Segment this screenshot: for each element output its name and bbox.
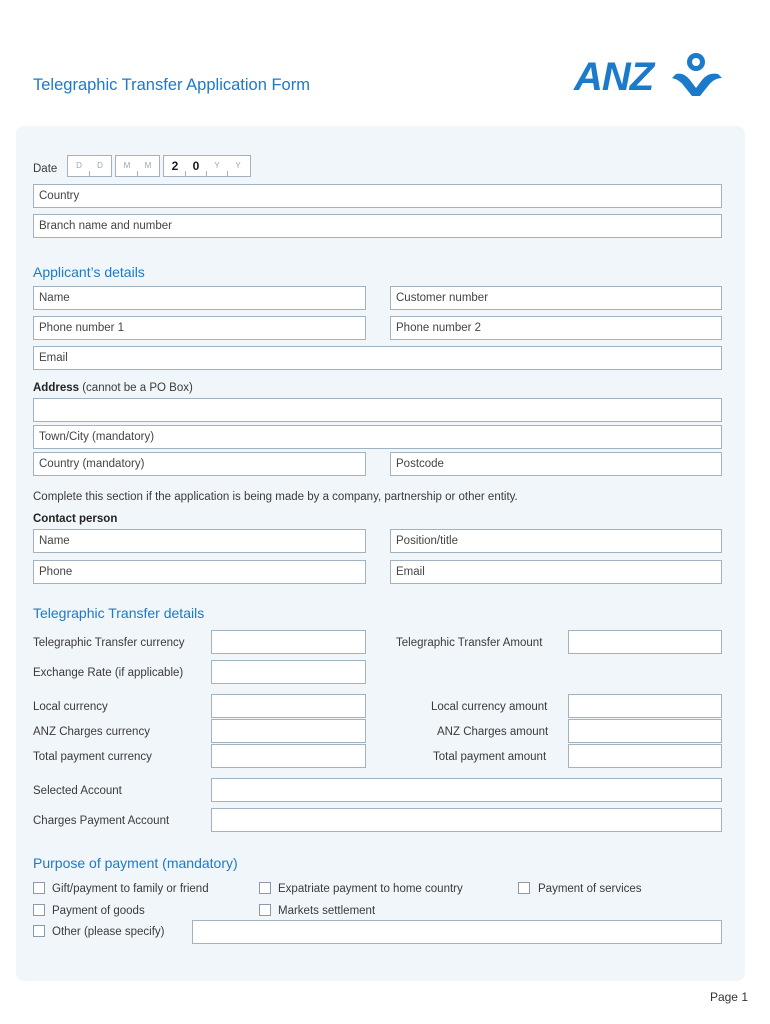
address-label-bold: Address [33,382,80,394]
services-label: Payment of services [538,883,642,895]
month-digit-1: M [123,161,131,170]
town-placeholder: Town/City (mandatory) [39,431,155,443]
phone2-field[interactable] [390,316,722,340]
gift-label: Gift/payment to family or friend [52,883,209,895]
anz-people-icon [672,53,722,96]
year-digit-2: 0 [192,159,200,173]
anz-logo [572,48,724,96]
customer-number-placeholder: Customer number [396,292,489,304]
other-checkbox[interactable] [33,925,45,937]
transfer-heading: Telegraphic Transfer details [33,605,205,621]
contact-email-field[interactable] [390,560,722,584]
country-field[interactable] [33,184,722,208]
charges-amount-label: ANZ Charges amount [437,726,549,738]
country-placeholder: Country [39,190,80,202]
date-label: Date [33,163,58,175]
logo-text: ANZ [574,55,654,96]
address-country-placeholder: Country (mandatory) [39,458,145,470]
applicant-name-placeholder: Name [39,292,70,304]
local-currency-field[interactable] [211,694,366,718]
exchange-rate-label: Exchange Rate (if applicable) [33,667,184,679]
other-specify-field[interactable] [192,920,722,944]
expatriate-label: Expatriate payment to home country [278,883,463,895]
contact-phone-placeholder: Phone [39,566,73,578]
contact-email-placeholder: Email [396,566,425,578]
local-amount-label: Local currency amount [431,701,548,713]
form-panel [16,126,745,981]
address-country-field[interactable] [33,452,366,476]
tt-currency-label: Telegraphic Transfer currency [33,637,185,649]
town-field[interactable] [33,425,722,449]
selected-account-field[interactable] [211,778,722,802]
phone1-placeholder: Phone number 1 [39,322,125,334]
total-amount-field[interactable] [568,744,722,768]
contact-position-placeholder: Position/title [396,535,459,547]
charges-currency-field[interactable] [211,719,366,743]
contact-name-field[interactable] [33,529,366,553]
day-digit-1: D [76,161,82,170]
year-digit-4: Y [235,161,241,170]
postcode-field[interactable] [390,452,722,476]
goods-checkbox[interactable] [33,904,45,916]
contact-position-field[interactable] [390,529,722,553]
total-amount-label: Total payment amount [433,751,547,763]
postcode-placeholder: Postcode [396,458,444,470]
year-digit-3: Y [214,161,220,170]
date-year-field[interactable] [163,155,251,177]
goods-label: Payment of goods [52,905,145,917]
day-digit-2: D [97,161,103,170]
exchange-rate-field[interactable] [211,660,366,684]
charges-account-label: Charges Payment Account [33,815,170,827]
charges-amount-field[interactable] [568,719,722,743]
page-number: Page 1 [709,990,748,1004]
date-day-field[interactable] [67,155,112,177]
total-currency-field[interactable] [211,744,366,768]
digit-divider [137,171,138,176]
contact-phone-field[interactable] [33,560,366,584]
total-currency-label: Total payment currency [33,751,152,763]
address-label [33,382,193,394]
email-field[interactable] [33,346,722,370]
address-field[interactable] [33,398,722,422]
entity-note: Complete this section if the application is being made by a company, partnership or other entity. [33,491,518,503]
digit-divider [185,171,186,176]
charges-account-field[interactable] [211,808,722,832]
tt-amount-label: Telegraphic Transfer Amount [396,637,543,649]
markets-checkbox[interactable] [259,904,271,916]
gift-checkbox[interactable] [33,882,45,894]
tt-amount-field[interactable] [568,630,722,654]
contact-name-placeholder: Name [39,535,70,547]
branch-placeholder: Branch name and number [39,220,172,232]
charges-currency-label: ANZ Charges currency [33,726,150,738]
digit-divider [227,171,228,176]
digit-divider [206,171,207,176]
email-placeholder: Email [39,352,68,364]
markets-label: Markets settlement [278,905,376,917]
customer-number-field[interactable] [390,286,722,310]
applicant-name-field[interactable] [33,286,366,310]
expatriate-checkbox[interactable] [259,882,271,894]
selected-account-label: Selected Account [33,785,122,797]
page-title: Telegraphic Transfer Application Form [33,76,310,94]
digit-divider [89,171,90,176]
tt-currency-field[interactable] [211,630,366,654]
year-digit-1: 2 [171,159,179,173]
local-currency-label: Local currency [33,701,108,713]
phone1-field[interactable] [33,316,366,340]
other-label: Other (please specify) [52,926,165,938]
services-checkbox[interactable] [518,882,530,894]
contact-heading: Contact person [33,513,118,525]
applicant-heading: Applicant’s details [33,264,145,280]
date-month-field[interactable] [115,155,160,177]
local-amount-field[interactable] [568,694,722,718]
phone2-placeholder: Phone number 2 [396,322,482,334]
month-digit-2: M [144,161,152,170]
purpose-heading: Purpose of payment (mandatory) [33,855,238,871]
address-label-note: (cannot be a PO Box) [79,382,193,394]
branch-field[interactable] [33,214,722,238]
